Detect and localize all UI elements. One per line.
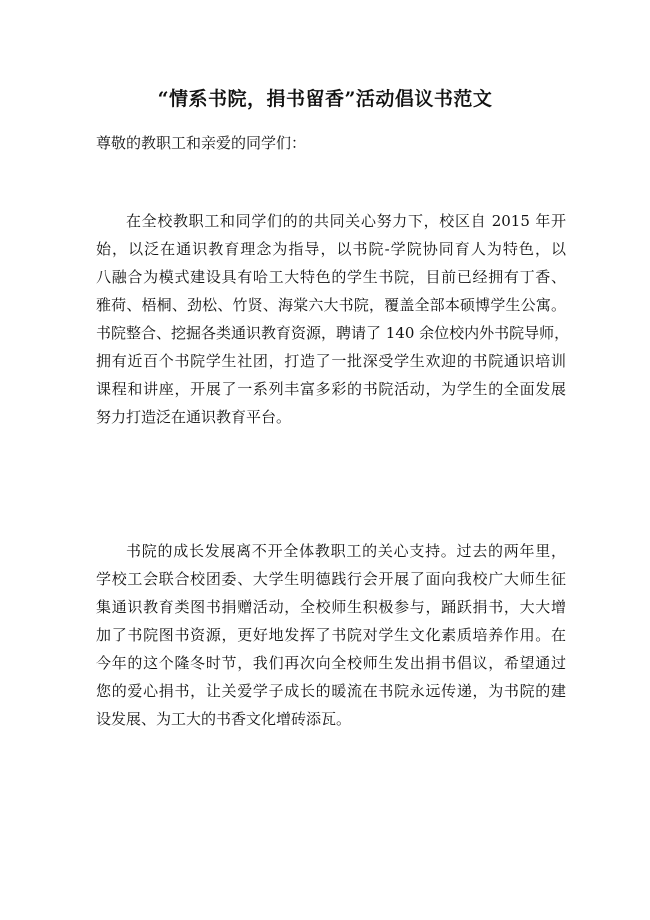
paragraph-line: 集通识教育类图书捐赠活动，全校师生积极参与，踊跃捐书，大大增 [96,598,566,616]
paragraph-line: 拥有近百个书院学生社团，打造了一批深受学生欢迎的书院通识培训 [96,352,566,370]
paragraph-line: 书院的成长发展离不开全体教职工的关心支持。过去的两年里， [126,542,566,560]
paragraph-line: 设发展、为工大的书香文化增砖添瓦。 [96,710,352,728]
paragraph-line: 始，以泛在通识教育理念为指导，以书院-学院协同育人为特色，以 [96,240,566,258]
paragraph-line: 今年的这个隆冬时节，我们再次向全校师生发出捐书倡议，希望通过 [96,654,566,672]
paragraph-line: 努力打造泛在通识教育平台。 [96,408,292,426]
paragraph-line: 在全校教职工和同学们的的共同关心努力下，校区自 2015 年开 [126,212,566,230]
paragraph-line: 课程和讲座，开展了一系列丰富多彩的书院活动，为学生的全面发展 [96,380,566,398]
paragraph-line: 雅荷、梧桐、劲松、竹贤、海棠六大书院，覆盖全部本硕博学生公寓。 [96,296,566,314]
document-title: “情系书院，捐书留香”活动倡议书范文 [157,88,493,110]
paragraph-line: 八融合为模式建设具有哈工大特色的学生书院，目前已经拥有丁香、 [96,268,566,286]
paragraph-line: 加了书院图书资源，更好地发挥了书院对学生文化素质培养作用。在 [96,626,566,644]
paragraph-line: 书院整合、挖掘各类通识教育资源，聘请了 140 余位校内外书院导师， [96,324,570,342]
paragraph-1 [96,207,570,431]
paragraph-2 [96,537,566,733]
salutation: 尊敬的教职工和亲爱的同学们： [96,134,307,152]
paragraph-line: 您的爱心捐书，让关爱学子成长的暖流在书院永远传递，为书院的建 [96,682,566,700]
paragraph-line: 学校工会联合校团委、大学生明德践行会开展了面向我校广大师生征 [96,570,566,588]
